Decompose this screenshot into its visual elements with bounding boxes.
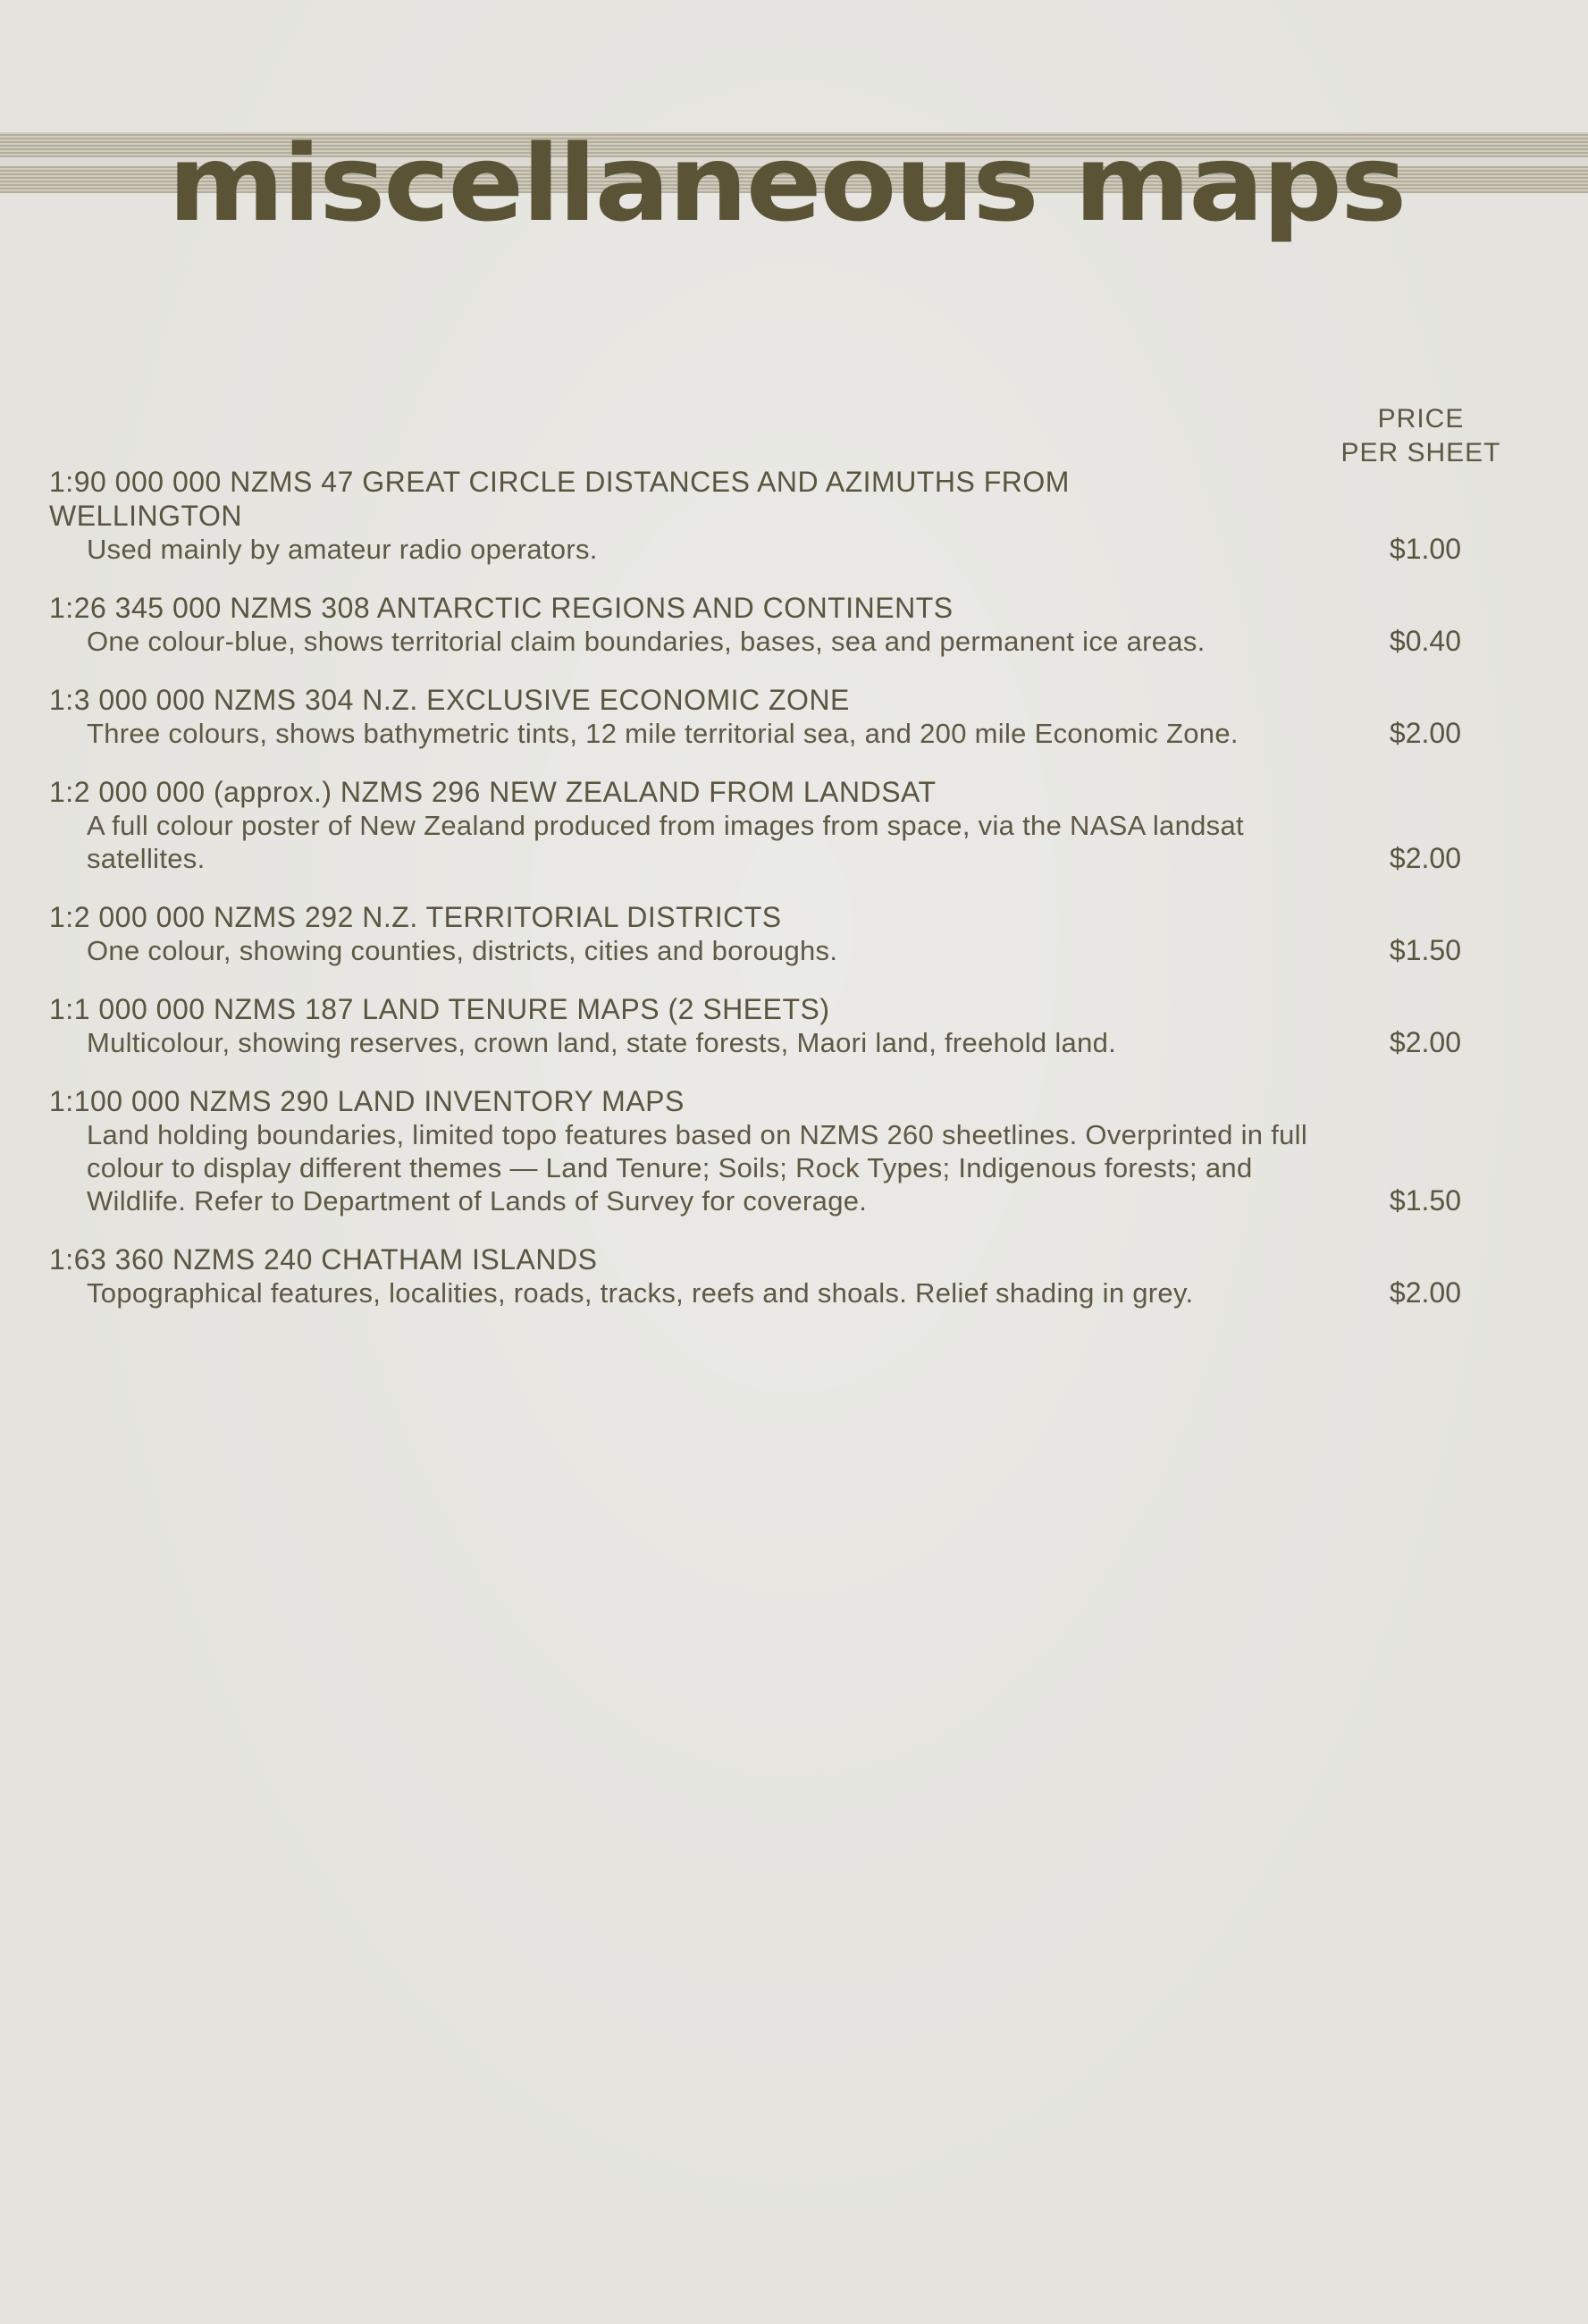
entry-title: 1:26 345 000 NZMS 308 ANTARCTIC REGIONS AND CONTINENTS — [49, 592, 954, 624]
entry-description: Topographical features, localities, roads, tracks, reefs and shoals. Relief shading in grey. — [87, 1277, 1194, 1309]
entry-title: 1:90 000 000 NZMS 47 GREAT CIRCLE DISTANCES AND AZIMUTHS FROM WELLINGTON — [49, 466, 1070, 532]
entry-price: $1.00 — [1389, 533, 1461, 565]
entry-title: 1:1 000 000 NZMS 187 LAND TENURE MAPS (2 SHEETS) — [49, 993, 830, 1025]
entry-description: Land holding boundaries, limited topo features based on NZMS 260 sheetlines. Overprinted in full colour to display different themes — Land Tenure; Soils; Rock Types; Indigenous forests; and Wildlife. Refer to Department of Lands of Survey for coverage. — [87, 1119, 1308, 1217]
entry-price: $2.00 — [1389, 1276, 1461, 1309]
price-column-header — [1323, 402, 1519, 470]
entry-title: 1:63 360 NZMS 240 CHATHAM ISLANDS — [49, 1243, 598, 1276]
price-header-line2: PER SHEET — [1340, 438, 1501, 467]
list-item — [0, 465, 1588, 566]
entry-description: Used mainly by amateur radio operators. — [87, 534, 598, 565]
map-entry-list — [0, 465, 1588, 1335]
entry-price: $1.50 — [1389, 934, 1461, 966]
list-item — [0, 900, 1588, 967]
list-item — [0, 1084, 1588, 1217]
list-item — [0, 591, 1588, 658]
entry-price: $2.00 — [1389, 842, 1461, 874]
entry-title: 1:2 000 000 (approx.) NZMS 296 NEW ZEALAND FROM LANDSAT — [49, 776, 937, 808]
entry-price: $0.40 — [1389, 625, 1461, 657]
entry-description: A full colour poster of New Zealand produced from images from space, via the NASA landsat satellites. — [87, 810, 1244, 874]
entry-title: 1:2 000 000 NZMS 292 N.Z. TERRITORIAL DISTRICTS — [49, 901, 782, 933]
entry-description: Multicolour, showing reserves, crown land, state forests, Maori land, freehold land. — [87, 1027, 1117, 1058]
list-item — [0, 775, 1588, 875]
entry-description: One colour, showing counties, districts, cities and boroughs. — [87, 935, 838, 966]
page-title: miscellaneous maps — [168, 122, 1406, 245]
entry-title: 1:100 000 NZMS 290 LAND INVENTORY MAPS — [49, 1085, 685, 1117]
entry-description: One colour-blue, shows territorial claim boundaries, bases, sea and permanent ice areas. — [87, 626, 1206, 657]
entry-price: $2.00 — [1389, 717, 1461, 749]
list-item — [0, 1242, 1588, 1309]
entry-title: 1:3 000 000 NZMS 304 N.Z. EXCLUSIVE ECONOMIC ZONE — [49, 684, 850, 716]
entry-price: $1.50 — [1389, 1184, 1461, 1217]
list-item — [0, 992, 1588, 1059]
list-item — [0, 683, 1588, 750]
price-header-line1: PRICE — [1377, 404, 1465, 434]
entry-price: $2.00 — [1389, 1026, 1461, 1058]
entry-description: Three colours, shows bathymetric tints, 12 mile territorial sea, and 200 mile Economic Zone. — [87, 718, 1239, 749]
